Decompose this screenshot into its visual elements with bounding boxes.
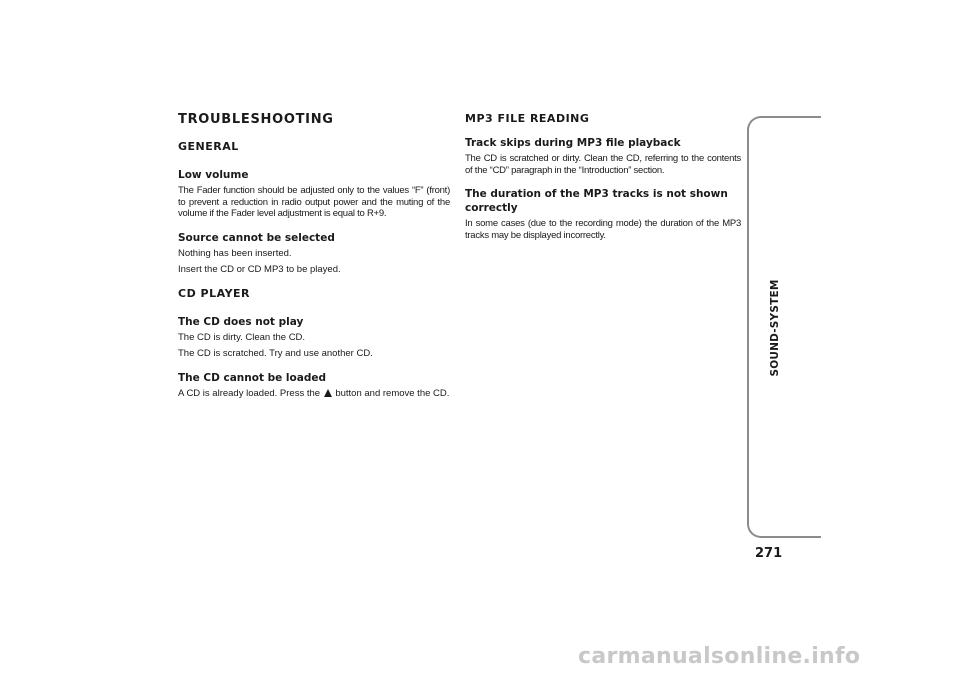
watermark: carmanualsonline.info xyxy=(578,644,861,669)
item-title-source: Source cannot be selected xyxy=(178,231,335,244)
item-text-no-play-2: The CD is scratched. Try and use another CD. xyxy=(178,348,373,359)
page-title: TROUBLESHOOTING xyxy=(178,112,334,127)
section-heading-general: GENERAL xyxy=(178,140,239,153)
item-text-no-load xyxy=(178,388,450,400)
item-title-skips: Track skips during MP3 file playback xyxy=(465,137,681,149)
item-text-no-play-1: The CD is dirty. Clean the CD. xyxy=(178,331,306,343)
section-heading-cd-player: CD PLAYER xyxy=(178,286,251,300)
right-column xyxy=(465,112,741,246)
page-number: 271 xyxy=(755,546,783,561)
side-tab-label xyxy=(767,248,783,408)
eject-icon xyxy=(324,389,332,397)
item-title-no-play: The CD does not play xyxy=(178,315,304,328)
side-tab xyxy=(747,116,821,538)
side-tab-text: SOUND-SYSTEM xyxy=(769,279,781,377)
item-text-source-2: Insert the CD or CD MP3 to be played. xyxy=(178,264,341,275)
item-title-no-load: The CD cannot be loaded xyxy=(178,371,326,384)
item-text-no-load-before: A CD is already loaded. Press the xyxy=(178,387,321,399)
item-text-skips: The CD is scratched or dirty. Clean the CD, referring to the contents of the “CD” paragraph in the “Introduction” section. xyxy=(465,153,741,176)
item-text-no-load-after: button and remove the CD. xyxy=(335,387,450,399)
left-column xyxy=(178,112,450,404)
item-text-source-1: Nothing has been inserted. xyxy=(178,247,292,259)
item-text-low-volume: The Fader function should be adjusted only to the values “F” (front) to prevent a reduction in radio output power and the muting of the volume if the Fader level adjustment is equal to R+9. xyxy=(178,185,450,219)
item-title-duration: The duration of the MP3 tracks is not shown correctly xyxy=(465,188,728,214)
item-text-duration: In some cases (due to the recording mode) the duration of the MP3 tracks may be displayed incorrectly. xyxy=(465,218,741,241)
section-heading-mp3: MP3 FILE READING xyxy=(465,112,590,125)
item-title-low-volume: Low volume xyxy=(178,169,249,181)
